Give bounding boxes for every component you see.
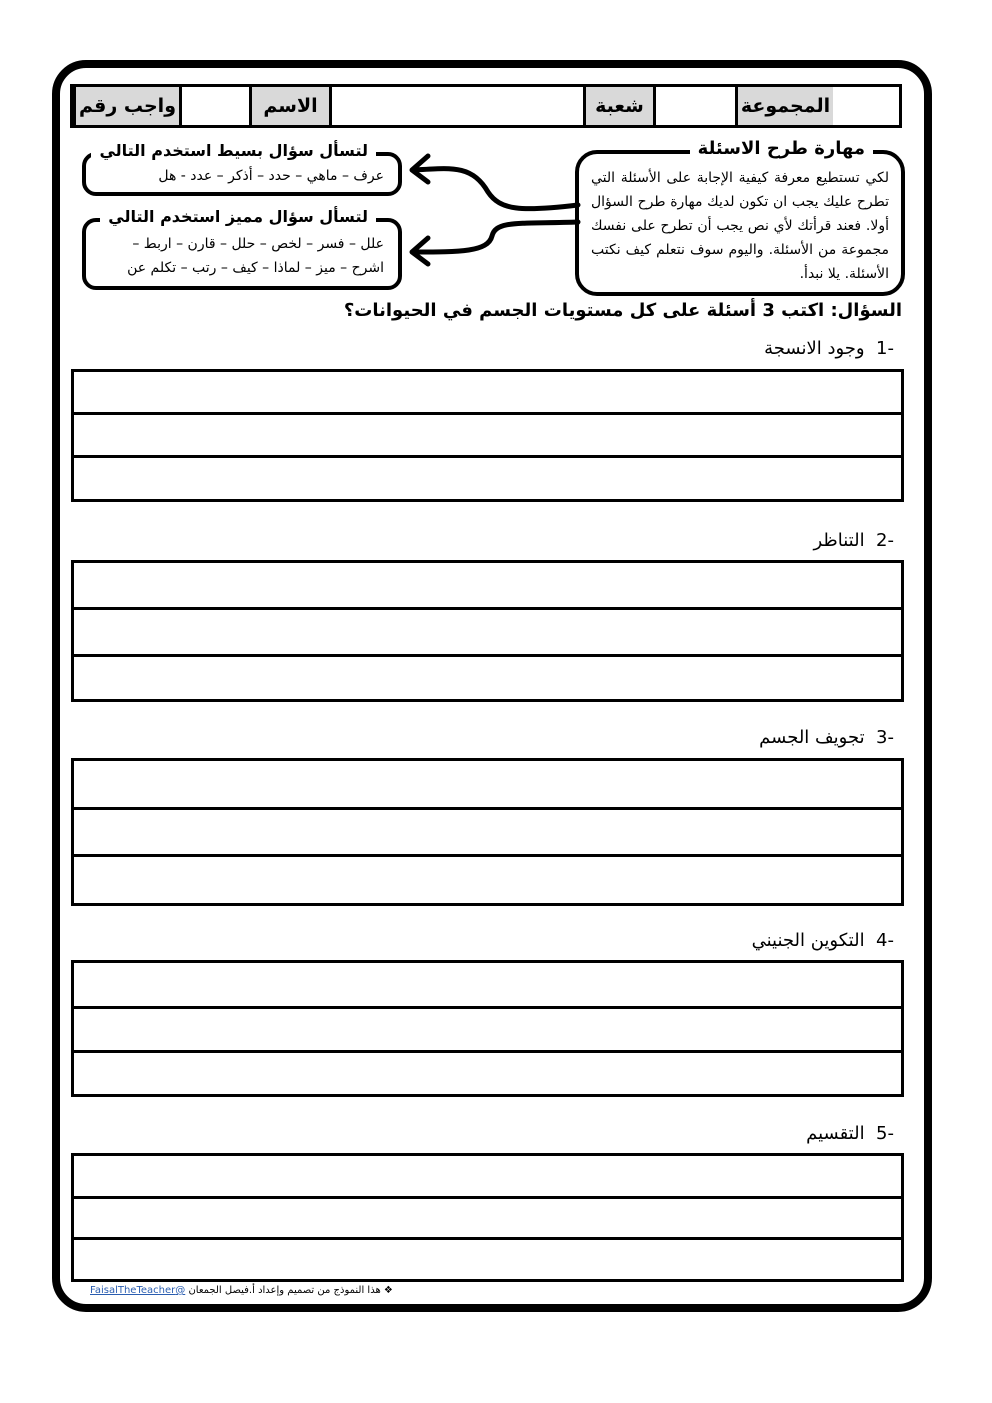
answer-line[interactable] — [74, 1156, 901, 1199]
advanced-question-words — [96, 232, 384, 280]
answer-line[interactable] — [74, 963, 901, 1009]
footer-handle-link[interactable]: @FaisalTheTeacher — [90, 1285, 186, 1296]
footer-credit — [90, 1285, 393, 1296]
section-number: -1 — [876, 338, 894, 359]
main-question: السؤال: اكتب 3 أسئلة على كل مستويات الجسم في الحيوانات؟ — [343, 300, 902, 321]
answer-line[interactable] — [74, 657, 901, 699]
skill-box — [575, 138, 905, 296]
answer-line[interactable] — [74, 458, 901, 499]
advanced-question-title: لتسأل سؤال مميز استخدم التالي — [100, 207, 376, 226]
section-title — [814, 530, 895, 551]
header-table — [70, 84, 902, 128]
simple-question-title: لتسأل سؤال بسيط استخدم التالي — [91, 141, 376, 160]
section-label: التكوين الجنيني — [751, 930, 865, 951]
answer-line[interactable] — [74, 1199, 901, 1240]
answer-line[interactable] — [74, 372, 901, 415]
homework-number-field[interactable] — [179, 87, 249, 125]
answer-line[interactable] — [74, 761, 901, 810]
name-field[interactable] — [329, 87, 583, 125]
section-label: تجويف الجسم — [759, 727, 865, 748]
answer-line[interactable] — [74, 1053, 901, 1094]
homework-number-label: واجب رقم — [73, 87, 179, 125]
section-field[interactable] — [653, 87, 735, 125]
section-label: التناظر — [813, 530, 865, 551]
section-number: -5 — [876, 1123, 894, 1144]
section-number: -3 — [876, 727, 894, 748]
advanced-words-line2: اشرح – ميز – لماذا – كيف – رتب – تكلم عن — [127, 260, 384, 276]
skill-title: مهارة طرح الاسئلة — [690, 138, 873, 159]
name-label: الاسم — [249, 87, 329, 125]
answer-line[interactable] — [74, 563, 901, 610]
answer-lines-1 — [71, 369, 904, 502]
group-label: المجموعة — [735, 87, 833, 125]
answer-lines-2 — [71, 560, 904, 702]
answer-line[interactable] — [74, 1009, 901, 1053]
section-title — [764, 338, 894, 359]
answer-line[interactable] — [74, 1240, 901, 1279]
section-number: -4 — [876, 930, 894, 951]
footer-text: هذا النموذج من تصميم وإعداد أ.فيصل الجمعان — [188, 1285, 381, 1296]
section-number: -2 — [876, 530, 894, 551]
arrow-to-advanced — [414, 222, 578, 252]
answer-line[interactable] — [74, 610, 901, 657]
skill-body: لكي تستطيع معرفة كيفية الإجابة على الأسئلة التي تطرح عليك يجب ان تكون لديك مهارة طرح السؤال أولا. فعند قرأتك لأي نص يجب أن تطرح على نفسك مجموعة من الأسئلة. واليوم سوف نتعلم كيف نكتب الأسئلة. يلا نبدأ. — [591, 170, 889, 282]
section-label: التقسيم — [806, 1123, 865, 1144]
section-label: وجود الانسجة — [764, 338, 865, 359]
arrow-to-simple — [414, 169, 578, 209]
group-field[interactable] — [833, 87, 899, 125]
answer-lines-3 — [71, 758, 904, 906]
footer-bullet: ❖ — [383, 1285, 393, 1296]
section-title — [806, 1123, 894, 1144]
advanced-question-box — [82, 207, 402, 290]
answer-lines-5 — [71, 1153, 904, 1282]
section-title — [752, 930, 894, 951]
answer-line[interactable] — [74, 857, 901, 903]
answer-lines-4 — [71, 960, 904, 1097]
simple-question-words: عرف – ماهي – حدد – أذكر – عدد - هل — [158, 168, 384, 184]
section-label: شعبة — [583, 87, 653, 125]
arrows-diagram — [400, 150, 582, 270]
answer-line[interactable] — [74, 415, 901, 458]
answer-line[interactable] — [74, 810, 901, 857]
advanced-words-line1: علل – فسر – لخص – حلل – قارن – اربط – — [132, 236, 384, 252]
simple-question-box — [82, 141, 402, 196]
section-title — [759, 727, 894, 748]
